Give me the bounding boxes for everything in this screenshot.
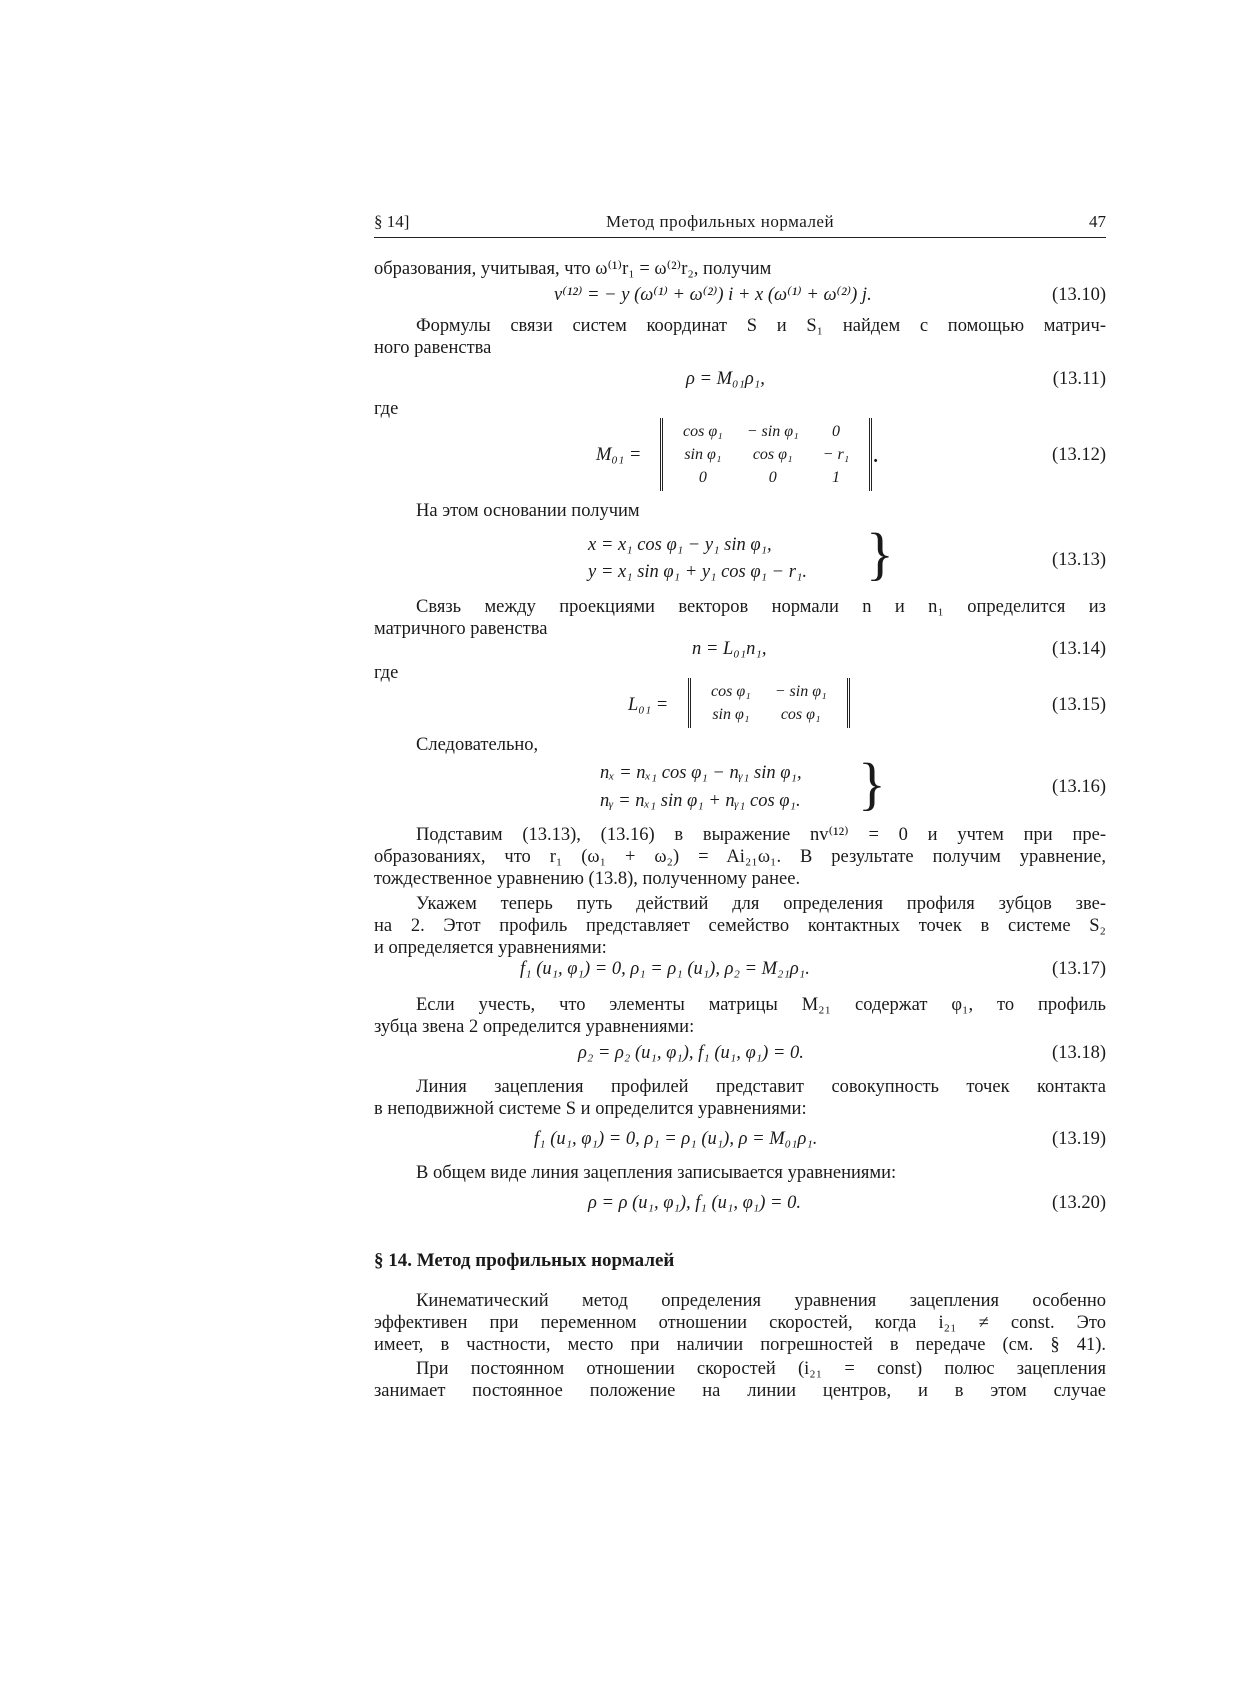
matrix-cell: 0 (698, 469, 707, 486)
text-line: Кинематический метод определения уравнения зацепления особенно (416, 1291, 1106, 1311)
matrix-cell: 0 (768, 469, 777, 486)
equation-number: (13.14) (1052, 639, 1106, 659)
equation-number: (13.10) (1052, 285, 1106, 305)
right-brace: } (866, 521, 894, 586)
equation-number: (13.15) (1052, 695, 1106, 715)
equation-number: (13.16) (1052, 777, 1106, 797)
text-line: матричного равенства (374, 619, 548, 639)
matrix-l01-label: L₀₁ = (628, 695, 669, 715)
text-line: образованиях, что r₁ (ω₁ + ω₂) = Ai₂₁ω₁. В результате получим уравнение, (374, 847, 1106, 867)
equation-number: (13.17) (1052, 959, 1106, 979)
matrix-m01 (660, 418, 872, 491)
text-line: зубца звена 2 определится уравнениями: (374, 1017, 695, 1037)
header-rule (374, 237, 1106, 238)
matrix-cell: 0 (831, 423, 840, 440)
equation-13-20: ρ = ρ (u₁, φ₁), f₁ (u₁, φ₁) = 0. (588, 1193, 802, 1213)
matrix-cell: sin φ₁ (684, 446, 722, 463)
text-line: ного равенства (374, 338, 492, 358)
text-line: Линия зацепления профилей представит совокупность точек контакта (416, 1077, 1106, 1097)
text-line: образования, учитывая, что ω⁽¹⁾r₁ = ω⁽²⁾r₂, получим (374, 259, 772, 279)
text-line: на 2. Этот профиль представляет семейство контактных точек в системе S₂ (374, 916, 1106, 936)
matrix-cell: − sin φ₁ (746, 423, 799, 440)
matrix-suffix: . (874, 447, 879, 467)
matrix-cell: sin φ₁ (712, 706, 750, 723)
text-line: и определяется уравнениями: (374, 938, 607, 958)
text-line: в неподвижной системе S и определится уравнениями: (374, 1099, 807, 1119)
equation-number: (13.12) (1052, 445, 1106, 465)
matrix-cell: − sin φ₁ (774, 683, 827, 700)
text-line: В общем виде линия зацепления записывается уравнениями: (416, 1163, 897, 1183)
text-line: Следовательно, (416, 735, 539, 755)
text-line: где (374, 399, 399, 419)
section-heading: § 14. Метод профильных нормалей (374, 1250, 675, 1271)
text-line: Если учесть, что элементы матрицы M₂₁ содержат φ₁, то профиль (416, 995, 1106, 1015)
matrix-l01 (688, 678, 850, 728)
text-line: где (374, 663, 399, 683)
matrix-cell: 1 (831, 469, 840, 486)
right-brace: } (858, 751, 886, 816)
matrix-cell: cos φ₁ (752, 446, 793, 463)
text-line: занимает постоянное положение на линии центров, и в этом случае (374, 1381, 1106, 1401)
matrix-cell: cos φ₁ (780, 706, 821, 723)
equation-13-13-line1: x = x₁ cos φ₁ − y₁ sin φ₁, (588, 535, 772, 555)
equation-13-16-line1: nₓ = nₓ₁ cos φ₁ − nᵧ₁ sin φ₁, (600, 763, 802, 783)
matrix-cell: cos φ₁ (683, 423, 723, 440)
equation-number: (13.19) (1052, 1129, 1106, 1149)
equation-13-17: f₁ (u₁, φ₁) = 0, ρ₁ = ρ₁ (u₁), ρ₂ = M₂₁ρ₁. (520, 959, 810, 979)
equation-13-14: n = L₀₁n₁, (692, 639, 767, 659)
equation-number: (13.20) (1052, 1193, 1106, 1213)
equation-13-18: ρ₂ = ρ₂ (u₁, φ₁), f₁ (u₁, φ₁) = 0. (578, 1043, 804, 1063)
matrix-m01-label: M₀₁ = (596, 445, 642, 465)
header-title: Метод профильных нормалей (606, 212, 835, 231)
text-line: имеет, в частности, место при наличии погрешностей в передаче (см. § 41). (374, 1335, 1106, 1355)
equation-number: (13.13) (1052, 550, 1106, 570)
page-number: 47 (1089, 212, 1106, 231)
text-line: На этом основании получим (416, 501, 640, 521)
matrix-cell: − r₁ (822, 446, 850, 463)
equation-13-11: ρ = M₀₁ρ₁, (686, 369, 765, 389)
text-line: Укажем теперь путь действий для определения профиля зубцов зве- (416, 894, 1106, 914)
text-line: Формулы связи систем координат S и S₁ найдем с помощью матрич- (416, 316, 1106, 336)
equation-13-19: f₁ (u₁, φ₁) = 0, ρ₁ = ρ₁ (u₁), ρ = M₀₁ρ₁. (534, 1129, 818, 1149)
text-line: Связь между проекциями векторов нормали n и n₁ определится из (416, 597, 1106, 617)
matrix-cell: cos φ₁ (711, 683, 751, 700)
equation-13-16-line2: nᵧ = nₓ₁ sin φ₁ + nᵧ₁ cos φ₁. (600, 791, 801, 811)
text-line: Подставим (13.13), (13.16) в выражение nv⁽¹²⁾ = 0 и учтем при пре- (416, 825, 1106, 845)
header-section-ref: § 14] (374, 212, 410, 231)
equation-number: (13.11) (1052, 369, 1106, 389)
text-line: эффективен при переменном отношении скоростей, когда i₂₁ ≠ const. Это (374, 1313, 1106, 1333)
equation-13-10: v⁽¹²⁾ = − y (ω⁽¹⁾ + ω⁽²⁾) i + x (ω⁽¹⁾ + ω⁽²⁾) j. (554, 285, 872, 305)
text-line: При постоянном отношении скоростей (i₂₁ = const) полюс зацепления (416, 1359, 1106, 1379)
equation-13-13-line2: y = x₁ sin φ₁ + y₁ cos φ₁ − r₁. (588, 562, 808, 582)
text-line: тождественное уравнению (13.8), полученному ранее. (374, 869, 801, 889)
equation-number: (13.18) (1052, 1043, 1106, 1063)
